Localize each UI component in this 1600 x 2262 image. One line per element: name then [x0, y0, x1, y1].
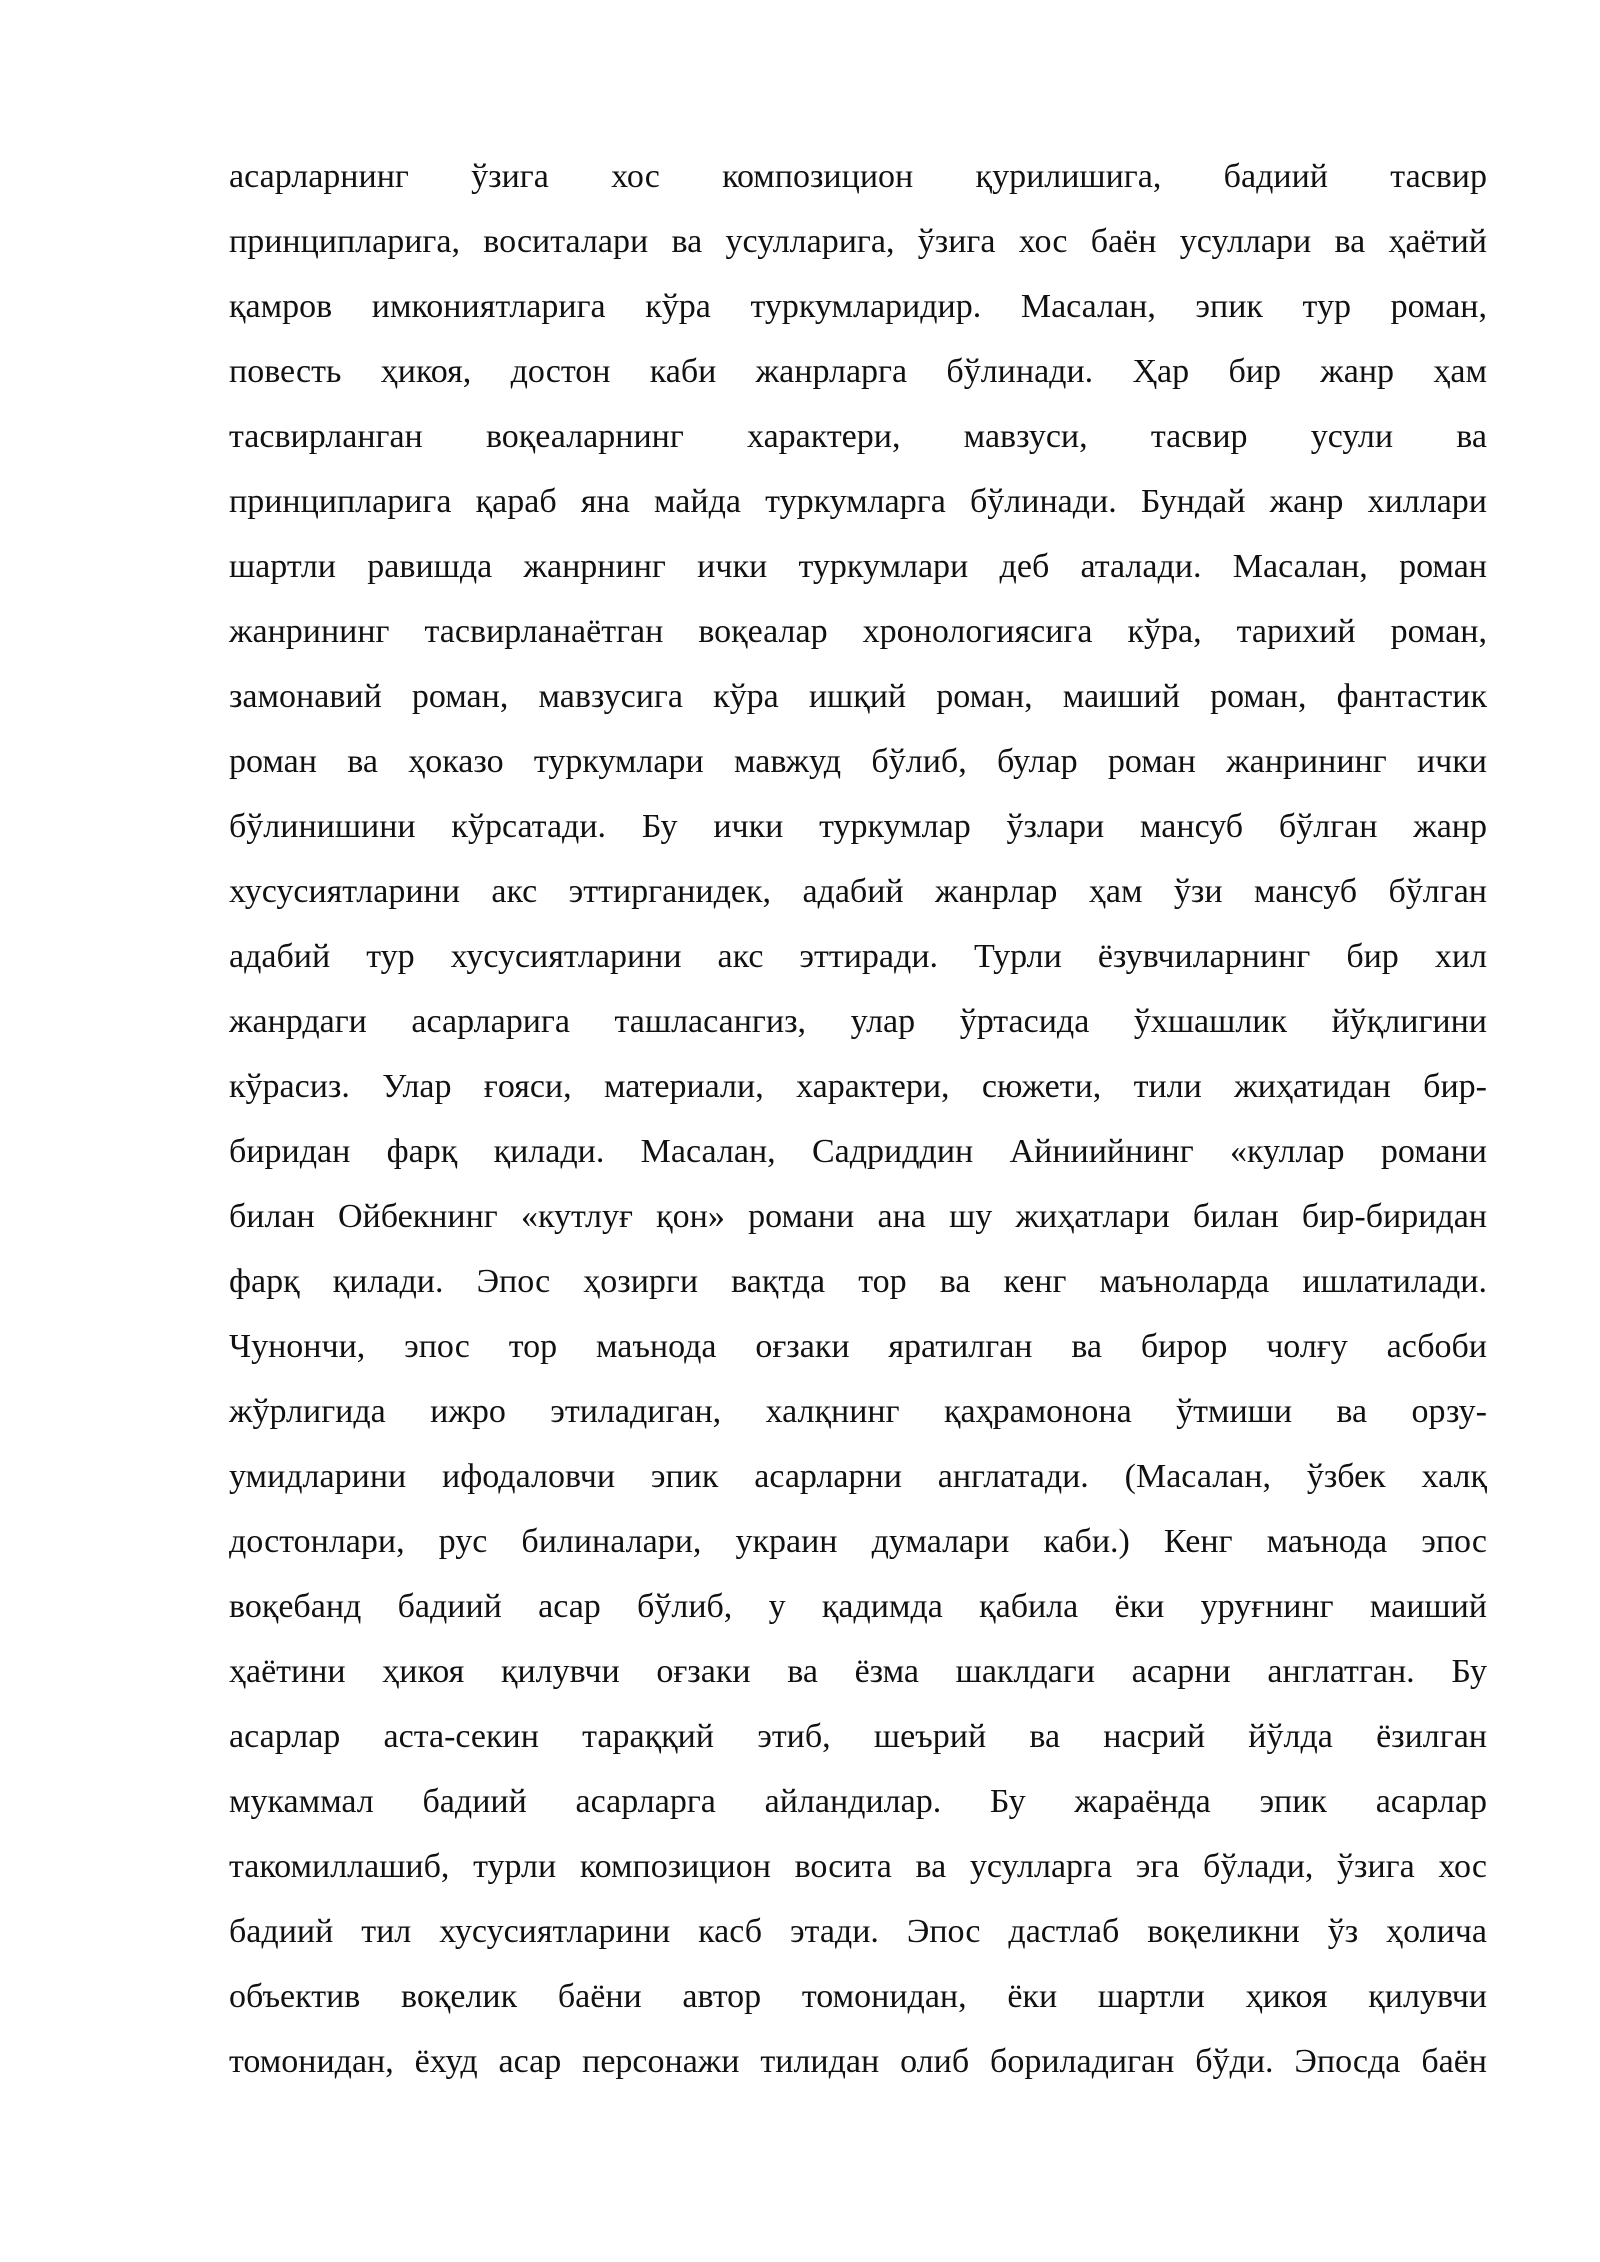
text-line: мукаммал бадиий асарларга айландилар. Бу жараёнда эпик асарлар [229, 1783, 1487, 1820]
text-line: повесть ҳикоя, достон каби жанрларга бўлинади. Ҳар бир жанр ҳам [229, 353, 1487, 390]
body-text [229, 152, 1487, 2102]
text-line: адабий тур хусусиятларини акс эттиради. Турли ёзувчиларнинг бир хил [229, 938, 1487, 975]
text-line: ҳаётини ҳикоя қилувчи оғзаки ва ёзма шаклдаги асарни англатган. Бу [229, 1653, 1487, 1690]
text-line: жанрининг тасвирланаётган воқеалар хронологиясига кўра, тарихий роман, [229, 613, 1487, 650]
text-line: роман ва ҳоказо туркумлари мавжуд бўлиб, булар роман жанрининг ички [229, 743, 1487, 780]
text-line: жанрдаги асарларига ташласангиз, улар ўртасида ўхшашлик йўқлигини [229, 1003, 1487, 1040]
text-line: воқебанд бадиий асар бўлиб, у қадимда қабила ёки уруғнинг маиший [229, 1588, 1487, 1625]
text-line: замонавий роман, мавзусига кўра ишқий роман, маиший роман, фантастик [229, 678, 1487, 715]
text-line: такомиллашиб, турли композицион восита ва усулларга эга бўлади, ўзига хос [229, 1848, 1487, 1885]
text-line: тасвирланган воқеаларнинг характери, мавзуси, тасвир усули ва [229, 418, 1487, 455]
text-line: бадиий тил хусусиятларини касб этади. Эпос дастлаб воқеликни ўз ҳолича [229, 1913, 1487, 1950]
text-line: принципларига қараб яна майда туркумларга бўлинади. Бундай жанр хиллари [229, 483, 1487, 520]
text-line: қамров имкониятларига кўра туркумларидир. Масалан, эпик тур роман, [229, 288, 1487, 325]
text-line: Чунончи, эпос тор маънода оғзаки яратилган ва бирор чолғу асбоби [229, 1328, 1487, 1365]
text-line: асарлар аста-секин тараққий этиб, шеърий ва насрий йўлда ёзилган [229, 1718, 1487, 1755]
text-line: достонлари, рус билиналари, украин думалари каби.) Кенг маънода эпос [229, 1523, 1487, 1560]
text-line: фарқ қилади. Эпос ҳозирги вақтда тор ва кенг маъноларда ишлатилади. [229, 1263, 1487, 1300]
text-line: принципларига, воситалари ва усулларига, ўзига хос баён усуллари ва ҳаётий [229, 223, 1487, 260]
text-line: билан Ойбекнинг «кутлуғ қон» романи ана шу жиҳатлари билан бир-биридан [229, 1198, 1487, 1235]
text-line: томонидан, ёхуд асар персонажи тилидан олиб бориладиган бўди. Эпосда баён [229, 2043, 1487, 2080]
text-line: биридан фарқ қилади. Масалан, Садриддин Айниийнинг «куллар романи [229, 1133, 1487, 1170]
text-line: асарларнинг ўзига хос композицион қурилишига, бадиий тасвир [229, 158, 1487, 195]
text-line: умидларини ифодаловчи эпик асарларни англатади. (Масалан, ўзбек халқ [229, 1458, 1487, 1495]
text-line: объектив воқелик баёни автор томонидан, ёки шартли ҳикоя қилувчи [229, 1978, 1487, 2015]
text-line: шартли равишда жанрнинг ички туркумлари деб аталади. Масалан, роман [229, 548, 1487, 585]
text-line: хусусиятларини акс эттирганидек, адабий жанрлар ҳам ўзи мансуб бўлган [229, 873, 1487, 910]
text-line: кўрасиз. Улар ғояси, материали, характери, сюжети, тили жиҳатидан бир- [229, 1068, 1487, 1105]
text-line: жўрлигида ижро этиладиган, халқнинг қаҳрамонона ўтмиши ва орзу- [229, 1393, 1487, 1430]
text-line: бўлинишини кўрсатади. Бу ички туркумлар ўзлари мансуб бўлган жанр [229, 808, 1487, 845]
